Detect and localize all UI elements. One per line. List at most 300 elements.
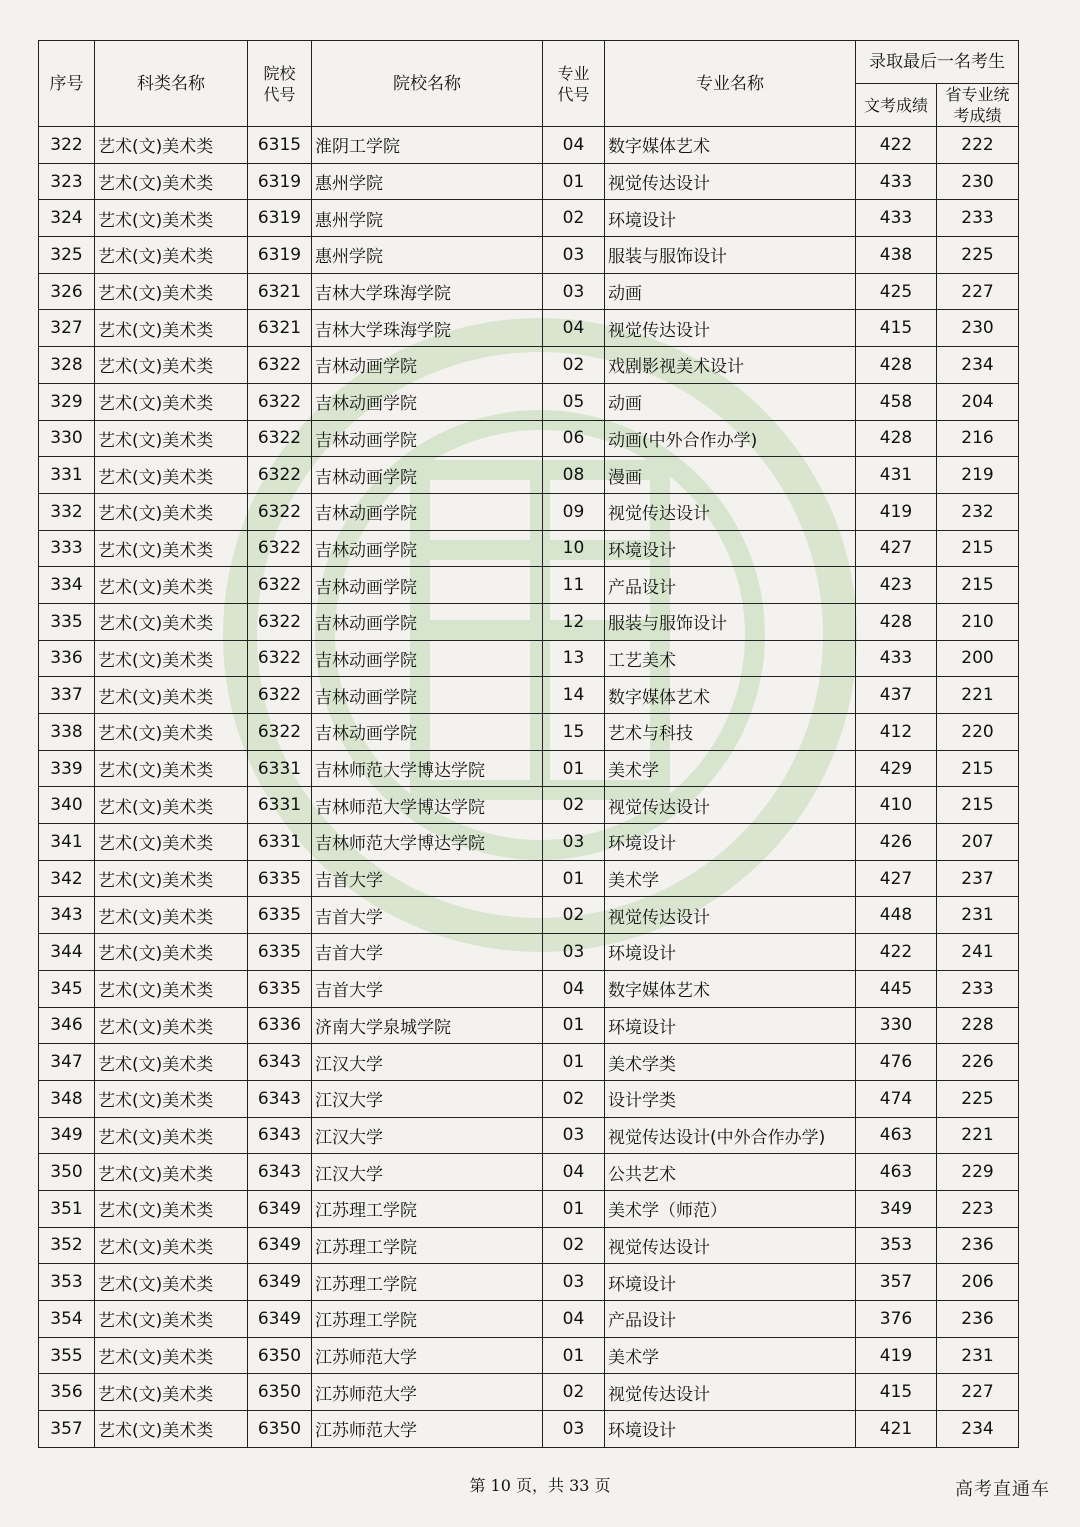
cell-category: 艺术(文)美术类	[95, 1264, 248, 1301]
cell-school-name: 吉林动画学院	[312, 603, 543, 640]
cell-prov-score: 230	[937, 310, 1019, 347]
cell-school-code: 6322	[248, 420, 312, 457]
cell-school-name: 江苏理工学院	[312, 1264, 543, 1301]
cell-major-name: 动画	[605, 273, 856, 310]
cell-category: 艺术(文)美术类	[95, 787, 248, 824]
cell-school-code: 6322	[248, 677, 312, 714]
cell-school-code: 6322	[248, 603, 312, 640]
cell-seq: 332	[39, 493, 95, 530]
table-row	[39, 1117, 1019, 1154]
header-category: 科类名称	[95, 41, 248, 127]
table-row	[39, 163, 1019, 200]
header-major-code: 专业 代号	[543, 41, 605, 127]
cell-school-name: 吉首大学	[312, 860, 543, 897]
cell-school-code: 6322	[248, 493, 312, 530]
cell-prov-score: 200	[937, 640, 1019, 677]
cell-major-name: 视觉传达设计	[605, 1227, 856, 1264]
cell-major-code: 10	[543, 530, 605, 567]
cell-major-code: 02	[543, 1080, 605, 1117]
cell-prov-score: 221	[937, 677, 1019, 714]
table-row	[39, 934, 1019, 971]
header-school-code: 院校 代号	[248, 41, 312, 127]
cell-major-code: 01	[543, 1190, 605, 1227]
cell-major-name: 美术学	[605, 750, 856, 787]
cell-major-name: 环境设计	[605, 824, 856, 861]
table-row	[39, 567, 1019, 604]
cell-prov-score: 226	[937, 1044, 1019, 1081]
cell-major-name: 美术学	[605, 860, 856, 897]
cell-seq: 323	[39, 163, 95, 200]
cell-school-name: 江汉大学	[312, 1154, 543, 1191]
cell-seq: 337	[39, 677, 95, 714]
cell-seq: 352	[39, 1227, 95, 1264]
cell-seq: 348	[39, 1080, 95, 1117]
cell-school-name: 吉林动画学院	[312, 714, 543, 751]
header-culture-score: 文考成绩	[856, 84, 937, 127]
cell-culture-score: 421	[856, 1411, 937, 1448]
cell-culture-score: 428	[856, 420, 937, 457]
cell-school-code: 6319	[248, 163, 312, 200]
cell-prov-score: 229	[937, 1154, 1019, 1191]
cell-culture-score: 349	[856, 1190, 937, 1227]
cell-prov-score: 215	[937, 787, 1019, 824]
cell-school-code: 6321	[248, 310, 312, 347]
cell-major-code: 03	[543, 824, 605, 861]
cell-culture-score: 330	[856, 1007, 937, 1044]
header-prov-score: 省专业统 考成绩	[937, 84, 1019, 127]
cell-major-code: 04	[543, 1154, 605, 1191]
cell-major-name: 动画	[605, 383, 856, 420]
cell-school-name: 吉林动画学院	[312, 640, 543, 677]
cell-school-name: 吉林动画学院	[312, 530, 543, 567]
cell-school-code: 6349	[248, 1190, 312, 1227]
cell-major-code: 03	[543, 237, 605, 274]
cell-school-name: 江苏师范大学	[312, 1374, 543, 1411]
cell-prov-score: 216	[937, 420, 1019, 457]
cell-prov-score: 232	[937, 493, 1019, 530]
cell-major-code: 01	[543, 1337, 605, 1374]
cell-prov-score: 225	[937, 237, 1019, 274]
cell-major-name: 环境设计	[605, 530, 856, 567]
cell-school-name: 江汉大学	[312, 1080, 543, 1117]
cell-category: 艺术(文)美术类	[95, 237, 248, 274]
cell-culture-score: 433	[856, 200, 937, 237]
cell-major-code: 05	[543, 383, 605, 420]
table-row	[39, 860, 1019, 897]
cell-school-code: 6322	[248, 383, 312, 420]
cell-culture-score: 425	[856, 273, 937, 310]
cell-category: 艺术(文)美术类	[95, 714, 248, 751]
cell-category: 艺术(文)美术类	[95, 750, 248, 787]
cell-major-name: 服装与服饰设计	[605, 603, 856, 640]
cell-category: 艺术(文)美术类	[95, 640, 248, 677]
cell-major-name: 视觉传达设计(中外合作办学)	[605, 1117, 856, 1154]
table-row	[39, 1190, 1019, 1227]
admission-score-table	[38, 40, 1019, 1448]
cell-major-code: 02	[543, 347, 605, 384]
cell-prov-score: 220	[937, 714, 1019, 751]
cell-prov-score: 234	[937, 1411, 1019, 1448]
cell-major-code: 02	[543, 897, 605, 934]
cell-seq: 343	[39, 897, 95, 934]
table-row	[39, 677, 1019, 714]
cell-seq: 331	[39, 457, 95, 494]
cell-major-name: 视觉传达设计	[605, 493, 856, 530]
cell-seq: 322	[39, 127, 95, 164]
cell-school-code: 6321	[248, 273, 312, 310]
table-row	[39, 383, 1019, 420]
cell-school-name: 吉林动画学院	[312, 383, 543, 420]
cell-school-code: 6319	[248, 237, 312, 274]
cell-school-name: 吉林师范大学博达学院	[312, 750, 543, 787]
cell-seq: 349	[39, 1117, 95, 1154]
cell-category: 艺术(文)美术类	[95, 1117, 248, 1154]
cell-culture-score: 428	[856, 347, 937, 384]
cell-category: 艺术(文)美术类	[95, 970, 248, 1007]
cell-school-code: 6322	[248, 640, 312, 677]
cell-seq: 350	[39, 1154, 95, 1191]
table-row	[39, 1337, 1019, 1374]
table-row	[39, 1301, 1019, 1338]
cell-culture-score: 463	[856, 1154, 937, 1191]
table-row	[39, 127, 1019, 164]
cell-major-code: 04	[543, 310, 605, 347]
cell-major-code: 01	[543, 163, 605, 200]
cell-major-name: 美术学（师范）	[605, 1190, 856, 1227]
cell-category: 艺术(文)美术类	[95, 200, 248, 237]
cell-category: 艺术(文)美术类	[95, 934, 248, 971]
cell-school-code: 6336	[248, 1007, 312, 1044]
cell-major-code: 02	[543, 200, 605, 237]
cell-school-name: 江苏理工学院	[312, 1301, 543, 1338]
cell-major-code: 03	[543, 1117, 605, 1154]
cell-school-name: 惠州学院	[312, 163, 543, 200]
cell-school-code: 6335	[248, 934, 312, 971]
cell-prov-score: 219	[937, 457, 1019, 494]
cell-seq: 345	[39, 970, 95, 1007]
cell-category: 艺术(文)美术类	[95, 1044, 248, 1081]
cell-culture-score: 476	[856, 1044, 937, 1081]
cell-major-code: 01	[543, 860, 605, 897]
cell-major-name: 环境设计	[605, 1264, 856, 1301]
cell-school-name: 吉林动画学院	[312, 457, 543, 494]
cell-category: 艺术(文)美术类	[95, 347, 248, 384]
cell-major-name: 戏剧影视美术设计	[605, 347, 856, 384]
cell-seq: 329	[39, 383, 95, 420]
cell-school-name: 惠州学院	[312, 237, 543, 274]
table-row	[39, 420, 1019, 457]
cell-major-code: 03	[543, 934, 605, 971]
cell-category: 艺术(文)美术类	[95, 1080, 248, 1117]
cell-school-code: 6322	[248, 530, 312, 567]
cell-school-code: 6335	[248, 897, 312, 934]
cell-prov-score: 233	[937, 200, 1019, 237]
cell-culture-score: 419	[856, 1337, 937, 1374]
cell-prov-score: 215	[937, 567, 1019, 604]
cell-major-name: 视觉传达设计	[605, 897, 856, 934]
cell-major-code: 11	[543, 567, 605, 604]
cell-seq: 355	[39, 1337, 95, 1374]
cell-school-code: 6322	[248, 714, 312, 751]
cell-prov-score: 236	[937, 1227, 1019, 1264]
cell-major-name: 环境设计	[605, 200, 856, 237]
table-row	[39, 897, 1019, 934]
cell-culture-score: 415	[856, 310, 937, 347]
cell-major-name: 公共艺术	[605, 1154, 856, 1191]
cell-seq: 347	[39, 1044, 95, 1081]
cell-category: 艺术(文)美术类	[95, 1007, 248, 1044]
cell-major-name: 产品设计	[605, 567, 856, 604]
cell-culture-score: 437	[856, 677, 937, 714]
cell-category: 艺术(文)美术类	[95, 1374, 248, 1411]
cell-seq: 328	[39, 347, 95, 384]
cell-school-code: 6343	[248, 1080, 312, 1117]
cell-prov-score: 210	[937, 603, 1019, 640]
cell-culture-score: 458	[856, 383, 937, 420]
cell-category: 艺术(文)美术类	[95, 530, 248, 567]
cell-prov-score: 233	[937, 970, 1019, 1007]
cell-prov-score: 221	[937, 1117, 1019, 1154]
cell-seq: 324	[39, 200, 95, 237]
cell-seq: 353	[39, 1264, 95, 1301]
cell-prov-score: 215	[937, 750, 1019, 787]
cell-category: 艺术(文)美术类	[95, 1411, 248, 1448]
table-row	[39, 1411, 1019, 1448]
cell-school-code: 6343	[248, 1154, 312, 1191]
cell-culture-score: 445	[856, 970, 937, 1007]
table-row	[39, 273, 1019, 310]
cell-major-name: 艺术与科技	[605, 714, 856, 751]
table-row	[39, 1080, 1019, 1117]
cell-seq: 339	[39, 750, 95, 787]
cell-major-name: 视觉传达设计	[605, 163, 856, 200]
cell-school-name: 江苏理工学院	[312, 1190, 543, 1227]
cell-school-name: 吉首大学	[312, 970, 543, 1007]
cell-category: 艺术(文)美术类	[95, 273, 248, 310]
cell-prov-score: 223	[937, 1190, 1019, 1227]
cell-school-code: 6343	[248, 1117, 312, 1154]
cell-major-code: 06	[543, 420, 605, 457]
cell-culture-score: 423	[856, 567, 937, 604]
cell-school-code: 6349	[248, 1227, 312, 1264]
table-row	[39, 1374, 1019, 1411]
cell-major-name: 视觉传达设计	[605, 310, 856, 347]
brand-label: 高考直通车	[955, 1479, 1050, 1500]
cell-seq: 340	[39, 787, 95, 824]
cell-prov-score: 227	[937, 1374, 1019, 1411]
cell-major-code: 12	[543, 603, 605, 640]
cell-seq: 356	[39, 1374, 95, 1411]
cell-school-name: 吉林动画学院	[312, 567, 543, 604]
cell-prov-score: 234	[937, 347, 1019, 384]
table-row	[39, 1227, 1019, 1264]
table-row	[39, 970, 1019, 1007]
cell-school-name: 吉林动画学院	[312, 677, 543, 714]
cell-major-name: 美术学类	[605, 1044, 856, 1081]
cell-category: 艺术(文)美术类	[95, 824, 248, 861]
cell-major-name: 工艺美术	[605, 640, 856, 677]
cell-culture-score: 429	[856, 750, 937, 787]
cell-prov-score: 206	[937, 1264, 1019, 1301]
cell-major-name: 视觉传达设计	[605, 787, 856, 824]
cell-seq: 341	[39, 824, 95, 861]
table-row	[39, 457, 1019, 494]
cell-prov-score: 230	[937, 163, 1019, 200]
cell-seq: 357	[39, 1411, 95, 1448]
cell-seq: 327	[39, 310, 95, 347]
cell-school-name: 吉林大学珠海学院	[312, 310, 543, 347]
cell-culture-score: 474	[856, 1080, 937, 1117]
cell-culture-score: 357	[856, 1264, 937, 1301]
cell-school-code: 6319	[248, 200, 312, 237]
cell-major-name: 环境设计	[605, 1411, 856, 1448]
cell-school-name: 惠州学院	[312, 200, 543, 237]
cell-school-code: 6315	[248, 127, 312, 164]
cell-category: 艺术(文)美术类	[95, 1227, 248, 1264]
cell-school-name: 吉林大学珠海学院	[312, 273, 543, 310]
cell-major-code: 14	[543, 677, 605, 714]
cell-category: 艺术(文)美术类	[95, 163, 248, 200]
cell-category: 艺术(文)美术类	[95, 1337, 248, 1374]
cell-seq: 342	[39, 860, 95, 897]
table-row	[39, 603, 1019, 640]
cell-school-name: 淮阴工学院	[312, 127, 543, 164]
cell-category: 艺术(文)美术类	[95, 1301, 248, 1338]
cell-seq: 325	[39, 237, 95, 274]
cell-school-code: 6349	[248, 1264, 312, 1301]
cell-seq: 334	[39, 567, 95, 604]
cell-category: 艺术(文)美术类	[95, 567, 248, 604]
cell-prov-score: 231	[937, 1337, 1019, 1374]
cell-major-code: 09	[543, 493, 605, 530]
cell-category: 艺术(文)美术类	[95, 603, 248, 640]
cell-school-code: 6335	[248, 860, 312, 897]
cell-major-code: 13	[543, 640, 605, 677]
cell-school-name: 江苏师范大学	[312, 1337, 543, 1374]
cell-seq: 335	[39, 603, 95, 640]
cell-category: 艺术(文)美术类	[95, 457, 248, 494]
cell-prov-score: 204	[937, 383, 1019, 420]
cell-school-name: 江汉大学	[312, 1044, 543, 1081]
cell-major-name: 数字媒体艺术	[605, 127, 856, 164]
cell-culture-score: 433	[856, 163, 937, 200]
cell-category: 艺术(文)美术类	[95, 420, 248, 457]
cell-culture-score: 422	[856, 127, 937, 164]
cell-culture-score: 426	[856, 824, 937, 861]
cell-major-code: 04	[543, 1301, 605, 1338]
cell-culture-score: 448	[856, 897, 937, 934]
cell-category: 艺术(文)美术类	[95, 897, 248, 934]
cell-seq: 326	[39, 273, 95, 310]
cell-category: 艺术(文)美术类	[95, 1190, 248, 1227]
cell-major-code: 08	[543, 457, 605, 494]
cell-school-name: 吉林动画学院	[312, 347, 543, 384]
cell-culture-score: 438	[856, 237, 937, 274]
header-seq: 序号	[39, 41, 95, 127]
cell-major-code: 02	[543, 1374, 605, 1411]
cell-seq: 354	[39, 1301, 95, 1338]
cell-culture-score: 463	[856, 1117, 937, 1154]
table-row	[39, 530, 1019, 567]
cell-major-code: 02	[543, 787, 605, 824]
cell-seq: 333	[39, 530, 95, 567]
cell-major-code: 02	[543, 1227, 605, 1264]
cell-major-name: 环境设计	[605, 934, 856, 971]
header-last-admitted: 录取最后一名考生	[856, 41, 1019, 84]
cell-culture-score: 410	[856, 787, 937, 824]
table-row	[39, 1154, 1019, 1191]
cell-category: 艺术(文)美术类	[95, 1154, 248, 1191]
cell-prov-score: 236	[937, 1301, 1019, 1338]
cell-major-code: 01	[543, 1044, 605, 1081]
cell-prov-score: 225	[937, 1080, 1019, 1117]
table-row	[39, 347, 1019, 384]
cell-school-code: 6350	[248, 1411, 312, 1448]
cell-school-name: 江汉大学	[312, 1117, 543, 1154]
cell-culture-score: 422	[856, 934, 937, 971]
cell-major-name: 环境设计	[605, 1007, 856, 1044]
page-footer: 第 10 页，共 33 页	[469, 1476, 611, 1495]
cell-school-name: 江苏理工学院	[312, 1227, 543, 1264]
table-row	[39, 237, 1019, 274]
table-row	[39, 714, 1019, 751]
cell-category: 艺术(文)美术类	[95, 493, 248, 530]
cell-prov-score: 228	[937, 1007, 1019, 1044]
cell-major-code: 04	[543, 970, 605, 1007]
table-row	[39, 750, 1019, 787]
table-row	[39, 787, 1019, 824]
cell-major-code: 04	[543, 127, 605, 164]
cell-culture-score: 415	[856, 1374, 937, 1411]
cell-school-name: 吉林动画学院	[312, 493, 543, 530]
table-row	[39, 1264, 1019, 1301]
cell-prov-score: 231	[937, 897, 1019, 934]
cell-culture-score: 433	[856, 640, 937, 677]
cell-school-name: 吉首大学	[312, 897, 543, 934]
cell-category: 艺术(文)美术类	[95, 383, 248, 420]
cell-prov-score: 222	[937, 127, 1019, 164]
table-row	[39, 200, 1019, 237]
table-row	[39, 310, 1019, 347]
cell-school-code: 6331	[248, 824, 312, 861]
cell-culture-score: 427	[856, 530, 937, 567]
cell-culture-score: 419	[856, 493, 937, 530]
cell-prov-score: 237	[937, 860, 1019, 897]
cell-major-name: 服装与服饰设计	[605, 237, 856, 274]
cell-culture-score: 431	[856, 457, 937, 494]
cell-category: 艺术(文)美术类	[95, 310, 248, 347]
cell-school-name: 吉首大学	[312, 934, 543, 971]
cell-major-code: 15	[543, 714, 605, 751]
cell-school-code: 6322	[248, 457, 312, 494]
cell-school-code: 6349	[248, 1301, 312, 1338]
cell-seq: 336	[39, 640, 95, 677]
table-row	[39, 824, 1019, 861]
cell-major-name: 数字媒体艺术	[605, 677, 856, 714]
cell-major-code: 03	[543, 1411, 605, 1448]
cell-school-code: 6350	[248, 1374, 312, 1411]
cell-major-code: 03	[543, 273, 605, 310]
cell-culture-score: 353	[856, 1227, 937, 1264]
table-row	[39, 493, 1019, 530]
cell-major-name: 视觉传达设计	[605, 1374, 856, 1411]
cell-school-name: 吉林师范大学博达学院	[312, 787, 543, 824]
cell-culture-score: 376	[856, 1301, 937, 1338]
table-row	[39, 640, 1019, 677]
cell-school-code: 6335	[248, 970, 312, 1007]
cell-major-code: 01	[543, 1007, 605, 1044]
cell-major-code: 03	[543, 1264, 605, 1301]
